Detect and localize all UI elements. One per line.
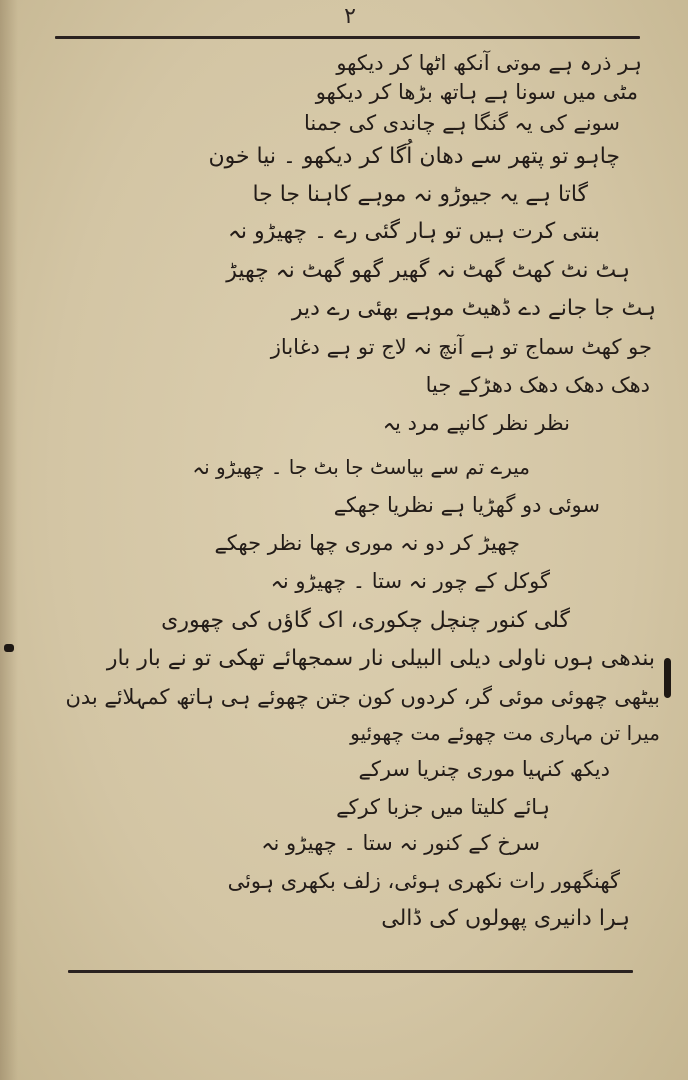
text-line: سرخ کے کنور نہ ستا ۔ چھیڑو نہ bbox=[261, 831, 540, 855]
text-line: ہائے کلیتا میں جزبا کرکے bbox=[336, 795, 550, 819]
text-line: گھنگھور رات نکھری ہوئی، زلف بکھری ہوئی bbox=[227, 869, 620, 893]
page-number: ۲ bbox=[344, 4, 356, 29]
text-line: جو کھٹ سماج تو ہے آنچ نہ لاج تو ہے دغاباز bbox=[270, 335, 652, 359]
text-line: گاتا ہے یہ جیوڑو نہ موہے کاہنا جا جا bbox=[252, 182, 588, 207]
text-line: میرا تن مہاری مت چھوئے مت چھوئیو bbox=[350, 721, 660, 745]
text-line: گلی کنور چنچل چکوری، اک گاؤں کی چھوری bbox=[161, 608, 570, 633]
text-line: مٹی میں سونا ہے ہاتھ بڑھا کر دیکھو bbox=[315, 80, 638, 104]
text-line: ہٹ جا جانے دے ڈھیٹ موہے بھئی رے دیر bbox=[291, 296, 656, 321]
page-edge-shadow bbox=[0, 0, 18, 1080]
ink-mark bbox=[664, 658, 671, 698]
text-line: بندھی ہوں ناولی دیلی البیلی نار سمجھائے تھکی تو نے بار بار bbox=[106, 646, 655, 671]
text-line: ہرا دانیری پھولوں کی ڈالی bbox=[381, 906, 630, 931]
text-line: سونے کی یہ گنگا ہے چاندی کی جمنا bbox=[304, 111, 620, 135]
text-line: گوکل کے چور نہ ستا ۔ چھیڑو نہ bbox=[270, 569, 550, 593]
text-line: دیکھ کنہیا موری چنریا سرکے bbox=[358, 757, 610, 781]
ink-mark bbox=[4, 644, 14, 652]
text-line: چاہو تو پتھر سے دھان اُگا کر دیکھو ۔ نیا خون bbox=[208, 144, 620, 169]
text-line: چھیڑ کر دو نہ موری چھا نظر جھکے bbox=[214, 531, 520, 555]
bottom-rule bbox=[68, 970, 633, 973]
text-line: دھک دھک دھک دھڑکے جیا bbox=[425, 373, 650, 397]
text-line: ہٹ نٹ کھٹ گھٹ نہ گھیر گھو گھٹ نہ چھیڑ bbox=[226, 258, 630, 283]
text-line: میرے تم سے بیاسٹ جا بٹ جا ۔ چھیڑو نہ bbox=[192, 455, 530, 479]
text-line: نظر نظر کانپے مرد یہ bbox=[382, 411, 570, 435]
text-line: بیٹھی چھوئی موئی گر، کردوں کون جتن چھوئے ہی ہاتھ کمہلائے بدن bbox=[65, 685, 660, 709]
text-line: ہر ذرہ ہے موتی آنکھ اٹھا کر دیکھو bbox=[336, 51, 642, 75]
text-line: بنتی کرت ہیں تو ہار گئی رے ۔ چھیڑو نہ bbox=[228, 219, 600, 244]
top-rule bbox=[55, 36, 640, 39]
poem-text bbox=[40, 40, 660, 965]
text-line: سوئی دو گھڑیا ہے نظریا جھکے bbox=[333, 493, 600, 517]
